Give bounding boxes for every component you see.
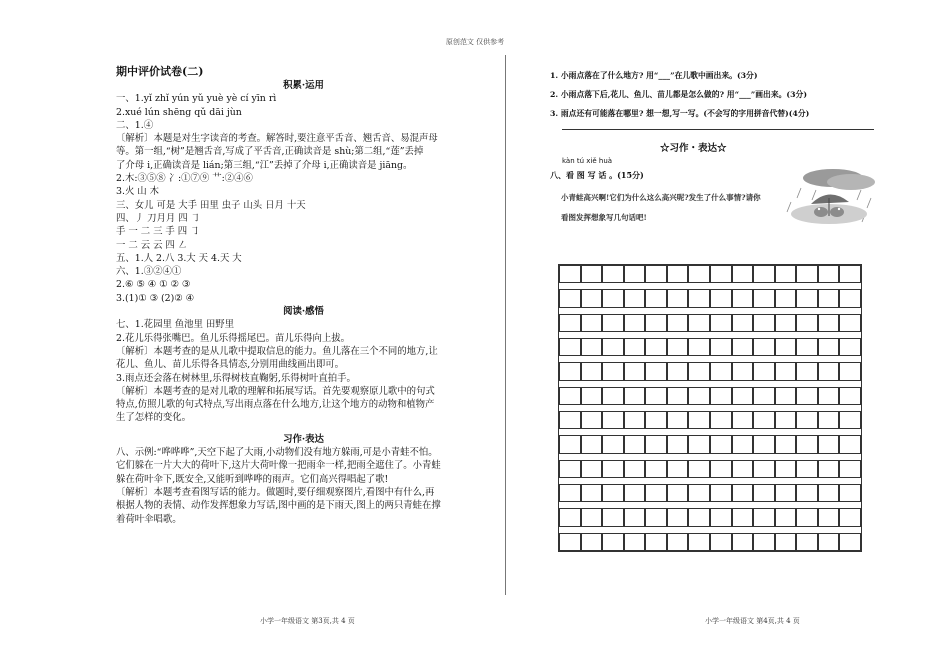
grid-cell[interactable]	[732, 362, 754, 380]
grid-cell[interactable]	[753, 484, 775, 502]
grid-cell[interactable]	[645, 338, 667, 356]
grid-cell[interactable]	[688, 435, 710, 453]
grid-cell[interactable]	[732, 265, 754, 283]
grid-cell[interactable]	[688, 289, 710, 307]
grid-cell[interactable]	[775, 289, 797, 307]
answer-line: 〔解析〕本题考查的是从儿歌中提取信息的能力。鱼儿落在三个不同的地方,让	[116, 345, 438, 357]
grid-cell[interactable]	[732, 484, 754, 502]
grid-cell[interactable]	[581, 387, 603, 405]
grid-cell[interactable]	[581, 265, 603, 283]
grid-cell[interactable]	[624, 289, 646, 307]
grid-cell[interactable]	[602, 533, 624, 551]
section-heading-accumulation: 积累·运用	[283, 80, 324, 91]
grid-cell[interactable]	[559, 435, 581, 453]
grid-cell[interactable]	[559, 338, 581, 356]
grid-cell[interactable]	[710, 484, 732, 502]
grid-cell[interactable]	[559, 314, 581, 332]
grid-cell[interactable]	[624, 411, 646, 429]
grid-cell[interactable]	[732, 533, 754, 551]
question-2: 2. 小雨点落下后,花儿、鱼儿、苗儿都是怎么做的? 用“___”画出来。(3分)	[550, 90, 808, 99]
grid-cell[interactable]	[688, 338, 710, 356]
grid-cell[interactable]	[559, 533, 581, 551]
grid-cell[interactable]	[624, 533, 646, 551]
grid-cell[interactable]	[796, 338, 818, 356]
grid-cell[interactable]	[667, 533, 689, 551]
grid-cell[interactable]	[796, 533, 818, 551]
grid-cell[interactable]	[624, 484, 646, 502]
grid-cell[interactable]	[775, 314, 797, 332]
grid-cell[interactable]	[839, 338, 861, 356]
grid-cell[interactable]	[775, 265, 797, 283]
grid-cell[interactable]	[581, 435, 603, 453]
answer-line: 等。第一组,“树”是翘舌音,写成了平舌音,正确读音是 shù;第二组,“莲”丢掉	[116, 146, 424, 158]
grid-cell[interactable]	[732, 411, 754, 429]
answer-line: 3.雨点还会落在树林里,乐得树枝直鞠躬,乐得树叶直拍手。	[116, 372, 356, 384]
grid-cell[interactable]	[818, 387, 840, 405]
grid-cell[interactable]	[602, 508, 624, 526]
page-header: 原创范文 仅供参考	[445, 38, 505, 46]
grid-cell[interactable]	[732, 314, 754, 332]
grid-cell[interactable]	[645, 460, 667, 478]
grid-cell[interactable]	[559, 411, 581, 429]
grid-cell[interactable]	[775, 387, 797, 405]
grid-cell[interactable]	[775, 460, 797, 478]
grid-cell[interactable]	[645, 484, 667, 502]
answer-line: 八、示例:“哗哗哗”,天空下起了大雨,小动物们没有地方躲雨,可是小青蛙不怕。	[116, 447, 438, 459]
answer-line: 七、1.花园里 鱼池里 田野里	[116, 319, 235, 331]
grid-cell[interactable]	[688, 362, 710, 380]
grid-cell[interactable]	[645, 435, 667, 453]
grid-cell[interactable]	[645, 314, 667, 332]
grid-cell[interactable]	[818, 435, 840, 453]
grid-cell[interactable]	[688, 411, 710, 429]
answer-line: 花儿、鱼儿、苗儿乐得各具情态,分别用曲线画出即可。	[116, 359, 344, 371]
grid-cell[interactable]	[581, 338, 603, 356]
grid-cell[interactable]	[839, 289, 861, 307]
grid-cell[interactable]	[839, 411, 861, 429]
grid-cell[interactable]	[688, 387, 710, 405]
grid-cell[interactable]	[732, 435, 754, 453]
grid-cell[interactable]	[775, 362, 797, 380]
answer-line: 生了怎样的变化。	[116, 412, 192, 424]
grid-cell[interactable]	[688, 314, 710, 332]
grid-cell[interactable]	[839, 508, 861, 526]
grid-cell[interactable]	[645, 289, 667, 307]
grid-cell[interactable]	[839, 362, 861, 380]
grid-cell[interactable]	[581, 411, 603, 429]
grid-cell[interactable]	[839, 265, 861, 283]
grid-cell[interactable]	[775, 508, 797, 526]
answer-line	[562, 129, 874, 130]
grid-cell[interactable]	[796, 411, 818, 429]
grid-cell[interactable]	[796, 435, 818, 453]
answer-line: 一、1.yǐ zhǐ yún yǔ yuè yè cí yīn rì	[116, 93, 277, 105]
question-column	[550, 66, 880, 123]
section-heading-writing: 习作·表达	[283, 433, 324, 445]
grid-cell[interactable]	[645, 411, 667, 429]
grid-cell[interactable]	[667, 508, 689, 526]
grid-cell[interactable]	[775, 338, 797, 356]
grid-cell[interactable]	[710, 508, 732, 526]
answer-line: ⼀ ⼆ 云 云 四 ㇜	[116, 239, 188, 251]
answer-lines-3	[116, 446, 491, 526]
grid-cell[interactable]	[667, 314, 689, 332]
grid-cell[interactable]	[710, 289, 732, 307]
grid-cell[interactable]	[732, 338, 754, 356]
grid-cell[interactable]	[581, 460, 603, 478]
answer-line: 〔解析〕本题考查看图写话的能力。做题时,要仔细观察图片,看图中有什么,再	[116, 486, 435, 498]
grid-cell[interactable]	[667, 411, 689, 429]
answer-line: 特点,仿照儿歌的句式特点,写出雨点落在什么地方,让这个地方的动物和植物产	[116, 399, 435, 411]
grid-cell[interactable]	[667, 484, 689, 502]
writing-section-title: ☆习作・表达☆	[660, 143, 727, 154]
answer-line: 三、女儿 可是 大手 田里 虫子 山头 日月 十天	[116, 199, 306, 211]
grid-cell[interactable]	[753, 508, 775, 526]
grid-cell[interactable]	[667, 265, 689, 283]
grid-cell[interactable]	[796, 484, 818, 502]
grid-cell[interactable]	[710, 387, 732, 405]
paper-title: 期中评价试卷(二)	[116, 65, 204, 78]
grid-cell[interactable]	[818, 362, 840, 380]
grid-cell[interactable]	[753, 460, 775, 478]
answer-line: 六、1.③②④①	[116, 266, 182, 278]
grid-cell[interactable]	[839, 435, 861, 453]
grid-cell[interactable]	[688, 460, 710, 478]
answer-line: 手 ⼀ ⼆ 三 手 四 ㇆	[116, 226, 200, 238]
grid-cell[interactable]	[667, 338, 689, 356]
grid-cell[interactable]	[753, 338, 775, 356]
grid-cell[interactable]	[796, 460, 818, 478]
grid-cell[interactable]	[602, 435, 624, 453]
grid-cell[interactable]	[688, 265, 710, 283]
answer-line: 2.xué lún shēng qǔ dāi jùn	[116, 106, 242, 118]
answer-line: 2.木:③⑤⑧ 冫:①⑦⑨ 艹:②④⑥	[116, 173, 253, 185]
answer-line: 躲在荷叶伞下,既安全,又能听到哗哗的雨声。它们高兴得唱起了歌!	[116, 473, 389, 485]
column-divider	[505, 55, 506, 595]
grid-cell[interactable]	[818, 338, 840, 356]
grid-cell[interactable]	[732, 508, 754, 526]
grid-cell[interactable]	[667, 289, 689, 307]
grid-cell[interactable]	[710, 411, 732, 429]
grid-cell[interactable]	[559, 289, 581, 307]
grid-cell[interactable]	[602, 362, 624, 380]
answer-lines-2	[116, 318, 491, 424]
answer-line: 它们躲在一片大大的荷叶下,这片大荷叶像一把雨伞一样,把雨全遮住了。小青蛙	[116, 460, 441, 472]
question-3: 3. 雨点还有可能落在哪里? 想一想,写一写。(不会写的字用拼音代替)(4分)	[550, 109, 810, 118]
grid-cell[interactable]	[559, 460, 581, 478]
question-1: 1. 小雨点落在了什么地方? 用“___”在儿歌中画出来。(3分)	[550, 71, 758, 80]
answer-line: 了介母 i,正确读音是 lián;第三组,“江”丢掉了介母 i,正确读音是 jiāng。	[116, 159, 413, 171]
grid-cell[interactable]	[559, 362, 581, 380]
grid-cell[interactable]	[732, 289, 754, 307]
grid-cell[interactable]	[839, 533, 861, 551]
grid-cell[interactable]	[645, 533, 667, 551]
grid-cell[interactable]	[559, 265, 581, 283]
grid-cell[interactable]	[645, 265, 667, 283]
grid-cell[interactable]	[796, 265, 818, 283]
grid-cell[interactable]	[602, 387, 624, 405]
grid-cell[interactable]	[602, 484, 624, 502]
grid-cell[interactable]	[710, 314, 732, 332]
answer-line: 根据人物的表情、动作发挥想象力写话,图中画的是下雨天,图上的两只青蛙在撑	[116, 500, 441, 512]
frog-rain-illustration	[771, 168, 879, 231]
grid-cell[interactable]	[839, 484, 861, 502]
answer-line: 〔解析〕本题考查的是对儿歌的理解和拓展写话。首先要观察原儿歌中的句式	[116, 385, 435, 397]
grid-cell[interactable]	[602, 289, 624, 307]
grid-cell[interactable]	[753, 435, 775, 453]
grid-cell[interactable]	[818, 460, 840, 478]
grid-cell[interactable]	[775, 533, 797, 551]
grid-cell[interactable]	[753, 314, 775, 332]
question-8: 八、看 图 写 话 。(15分)	[550, 170, 644, 180]
grid-cell[interactable]	[753, 533, 775, 551]
grid-cell[interactable]	[667, 387, 689, 405]
grid-cell[interactable]	[818, 289, 840, 307]
grid-cell[interactable]	[710, 533, 732, 551]
grid-cell[interactable]	[624, 508, 646, 526]
answer-line: 〔解析〕本题是对生字读音的考查。解答时,要注意平舌音、翘舌音、易混声母	[116, 133, 438, 145]
grid-cell[interactable]	[581, 362, 603, 380]
grid-cell[interactable]	[775, 484, 797, 502]
grid-cell[interactable]	[710, 338, 732, 356]
grid-cell[interactable]	[581, 314, 603, 332]
grid-cell[interactable]	[775, 435, 797, 453]
grid-cell[interactable]	[688, 533, 710, 551]
footer-page-4: 小学一年级语文 第4页,共 4 页	[705, 617, 800, 625]
grid-cell[interactable]	[796, 387, 818, 405]
grid-cell[interactable]	[602, 460, 624, 478]
grid-cell[interactable]	[818, 484, 840, 502]
grid-cell[interactable]	[624, 314, 646, 332]
grid-cell[interactable]	[581, 289, 603, 307]
grid-cell[interactable]	[645, 387, 667, 405]
grid-cell[interactable]	[796, 362, 818, 380]
grid-cell[interactable]	[710, 435, 732, 453]
grid-cell[interactable]	[753, 387, 775, 405]
grid-cell[interactable]	[796, 289, 818, 307]
grid-cell[interactable]	[624, 460, 646, 478]
grid-cell[interactable]	[839, 387, 861, 405]
answer-line: 3.火 山 木	[116, 186, 160, 198]
grid-cell[interactable]	[753, 411, 775, 429]
grid-cell[interactable]	[602, 338, 624, 356]
grid-cell[interactable]	[818, 533, 840, 551]
grid-cell[interactable]	[839, 460, 861, 478]
writing-prompt: 小青蛙高兴啊!它们为什么这么高兴呢?发生了什么事情?请你看图发挥想象写几句话吧!	[561, 193, 761, 222]
grid-cell[interactable]	[753, 289, 775, 307]
answer-line: 五、1.人 2.八 3.大 天 4.天 大	[116, 252, 242, 264]
grid-cell[interactable]	[775, 411, 797, 429]
grid-cell[interactable]	[688, 508, 710, 526]
grid-cell[interactable]	[602, 314, 624, 332]
section-heading-reading: 阅读·感悟	[283, 306, 324, 318]
grid-cell[interactable]	[581, 484, 603, 502]
grid-cell[interactable]	[645, 362, 667, 380]
grid-cell[interactable]	[581, 533, 603, 551]
grid-cell[interactable]	[839, 314, 861, 332]
grid-cell[interactable]	[624, 265, 646, 283]
grid-cell[interactable]	[624, 362, 646, 380]
grid-cell[interactable]	[559, 508, 581, 526]
grid-cell[interactable]	[624, 435, 646, 453]
grid-cell[interactable]	[710, 265, 732, 283]
grid-cell[interactable]	[818, 508, 840, 526]
answer-line: 四、丿 刀月月 四 ㇆	[116, 212, 200, 224]
grid-cell[interactable]	[624, 338, 646, 356]
answer-line: 2.花儿乐得张嘴巴。鱼儿乐得摇尾巴。苗儿乐得向上拔。	[116, 332, 350, 344]
grid-cell[interactable]	[645, 508, 667, 526]
grid-cell[interactable]	[732, 387, 754, 405]
grid-cell[interactable]	[818, 265, 840, 283]
footer-page-3: 小学一年级语文 第3页,共 4 页	[260, 617, 355, 625]
grid-cell[interactable]	[581, 508, 603, 526]
grid-cell[interactable]	[667, 460, 689, 478]
grid-cell[interactable]	[710, 362, 732, 380]
grid-cell[interactable]	[602, 411, 624, 429]
answer-lines-1	[116, 92, 491, 305]
answer-line: 二、1.④	[116, 119, 154, 131]
grid-cell[interactable]	[559, 387, 581, 405]
grid-cell[interactable]	[624, 387, 646, 405]
grid-cell[interactable]	[667, 435, 689, 453]
grid-cell[interactable]	[753, 362, 775, 380]
grid-cell[interactable]	[732, 460, 754, 478]
answer-column	[116, 64, 491, 526]
answer-line: 3.(1)① ③ (2)② ④	[116, 292, 195, 304]
answer-line: 2.⑥ ⑤ ④ ① ② ③	[116, 279, 191, 291]
grid-cell[interactable]	[602, 265, 624, 283]
grid-cell[interactable]	[796, 508, 818, 526]
answer-line: 着荷叶伞唱歌。	[116, 513, 182, 525]
grid-cell[interactable]	[710, 460, 732, 478]
grid-cell[interactable]	[559, 484, 581, 502]
writing-grid[interactable]	[558, 264, 862, 552]
grid-cell[interactable]	[753, 265, 775, 283]
grid-cell[interactable]	[796, 314, 818, 332]
pinyin-annotation: kàn tú xiě huà	[562, 157, 613, 165]
grid-cell[interactable]	[818, 314, 840, 332]
grid-cell[interactable]	[688, 484, 710, 502]
grid-cell[interactable]	[667, 362, 689, 380]
grid-cell[interactable]	[818, 411, 840, 429]
